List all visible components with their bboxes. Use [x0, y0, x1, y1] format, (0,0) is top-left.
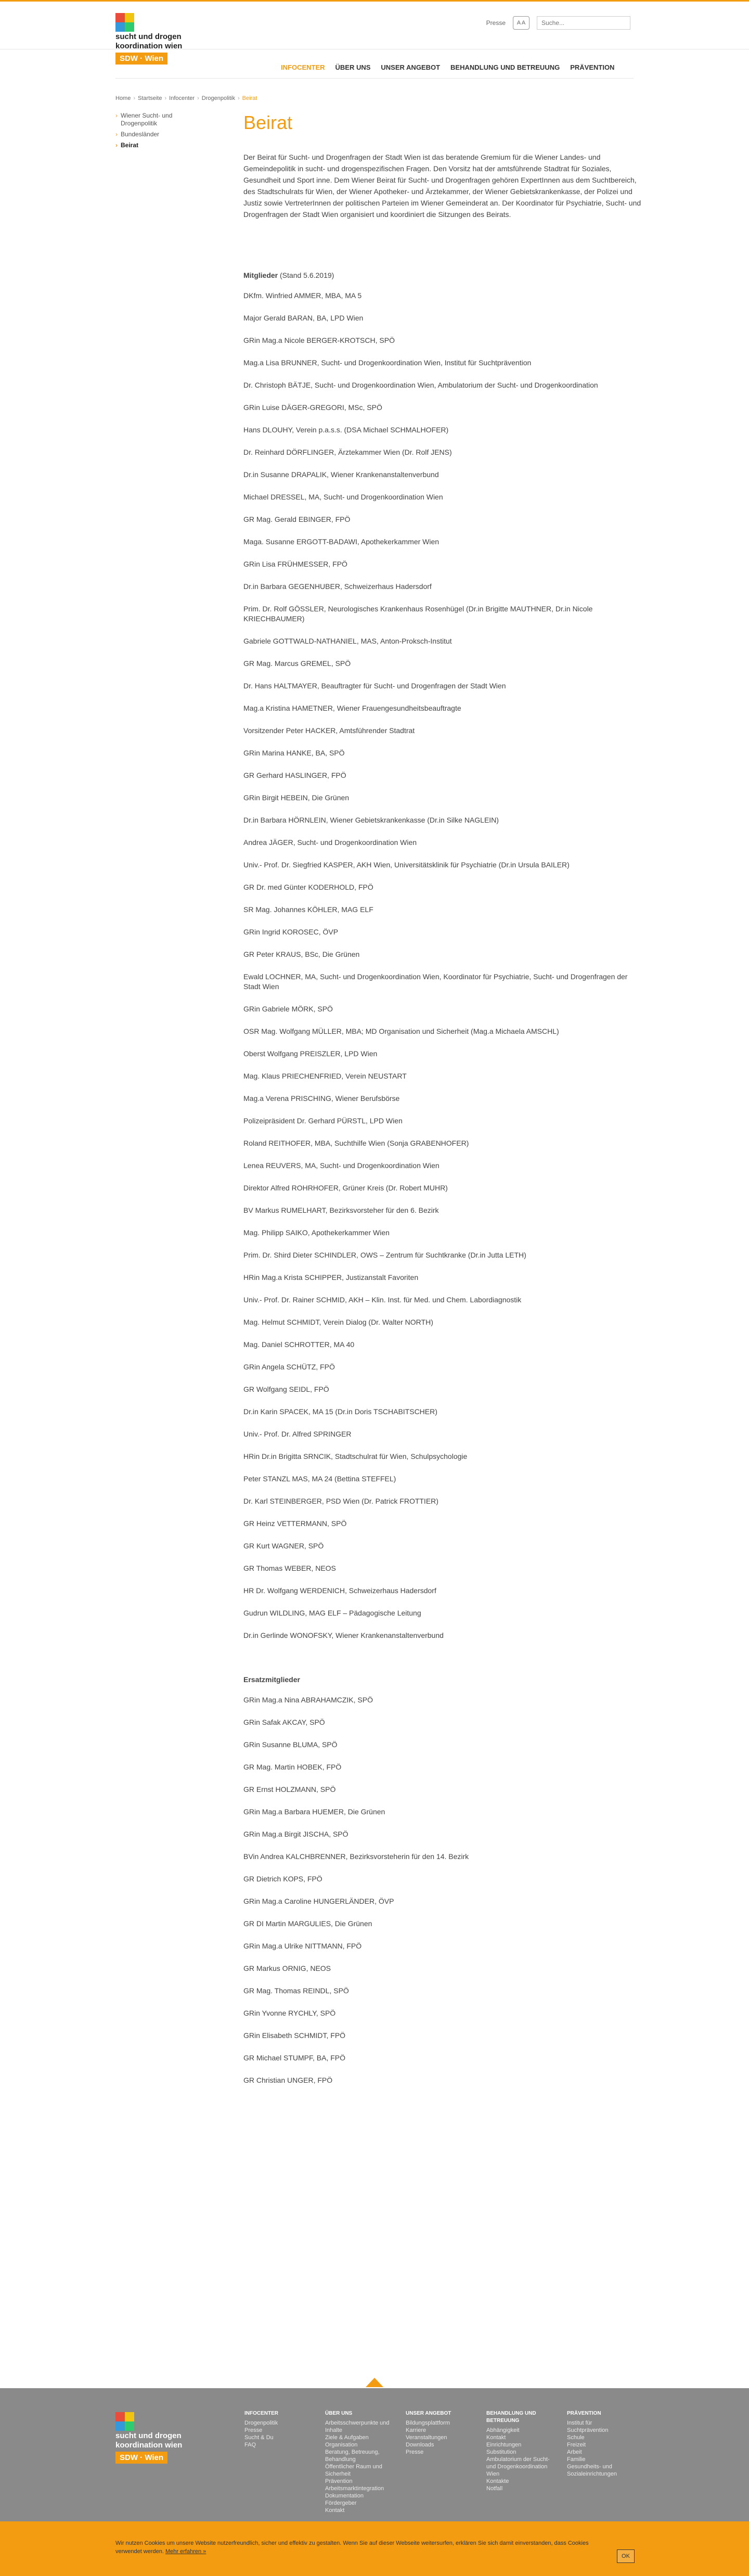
member-item: GR Dietrich KOPS, FPÖ [243, 1875, 322, 1883]
member-item: GRin Birgit HEBEIN, Die Grünen [243, 793, 350, 802]
site-logo[interactable] [115, 13, 183, 65]
member-item: GRin Angela SCHÜTZ, FPÖ [243, 1363, 335, 1371]
cookie-banner [0, 2521, 749, 2576]
footer-link[interactable]: FAQ [244, 2442, 256, 2448]
member-item: GR Mag. Martin HOBEK, FPÖ [243, 1763, 342, 1771]
member-item: GRin Yvonne RYCHLY, SPÖ [243, 2009, 336, 2017]
nav-behandlung[interactable]: BEHANDLUNG UND BETREUUNG [450, 63, 560, 71]
member-item: Ewald LOCHNER, MA, Sucht- und Drogenkoordination Wien, Koordinator für Psychiatrie, Sucht- und Drogenfragen der Stadt Wien [243, 972, 628, 991]
member-item: GRin Luise DÄGER-GREGORI, MSc, SPÖ [243, 403, 382, 412]
main-nav [281, 61, 614, 73]
footer-link[interactable]: Veranstaltungen [406, 2434, 447, 2441]
member-item: GR Kurt WAGNER, SPÖ [243, 1542, 324, 1550]
footer-link[interactable]: Bildungsplattform [406, 2420, 450, 2426]
member-item: BV Markus RUMELHART, Bezirksvorsteher für den 6. Bezirk [243, 1206, 439, 1214]
sidebar-nav [115, 112, 193, 152]
breadcrumb-separator: › [164, 95, 167, 101]
footer-logo[interactable] [115, 2412, 183, 2464]
bullet-icon: › [115, 131, 118, 138]
nav-infocenter[interactable]: INFOCENTER [281, 63, 325, 71]
breadcrumb-current: Beirat [242, 95, 257, 101]
member-item: GR Gerhard HASLINGER, FPÖ [243, 771, 346, 779]
footer-link[interactable]: Prävention [325, 2478, 353, 2484]
sidebar-item-label: Bundesländer [121, 131, 160, 138]
member-item: Polizeipräsident Dr. Gerhard PÜRSTL, LPD Wien [243, 1117, 403, 1125]
footer-logo-line1: sucht und drogen [115, 2431, 182, 2440]
member-item: Gabriele GOTTWALD-NATHANIEL, MAS, Anton-Proksch-Institut [243, 637, 452, 645]
footer-link[interactable]: Arbeitsschwerpunkte und Inhalte [325, 2420, 390, 2433]
footer-link[interactable]: Sucht & Du [244, 2434, 274, 2441]
breadcrumb-separator: › [197, 95, 199, 101]
bullet-icon: › [115, 112, 118, 119]
nav-ueber-uns[interactable]: ÜBER UNS [335, 63, 371, 71]
footer-link[interactable]: Abhängigkeit [486, 2427, 520, 2433]
search-input[interactable] [537, 16, 630, 30]
member-item: Andrea JÄGER, Sucht- und Drogenkoordination Wien [243, 838, 417, 847]
footer-link[interactable]: Notfall [486, 2485, 503, 2492]
member-item: Mag.a Kristina HAMETNER, Wiener Frauengesundheitsbeauftragte [243, 704, 461, 712]
member-item: GRin Ingrid KOROSEC, ÖVP [243, 928, 339, 936]
member-item: Mag. Klaus PRIECHENFRIED, Verein NEUSTART [243, 1072, 407, 1080]
member-item: BVin Andrea KALCHBRENNER, Bezirksvorsteherin für den 14. Bezirk [243, 1852, 469, 1861]
breadcrumb [115, 95, 257, 101]
member-item: Dr.in Barbara GEGENHUBER, Schweizerhaus Hadersdorf [243, 582, 432, 591]
footer-column [325, 2410, 390, 2514]
footer-link[interactable]: Familie [567, 2456, 586, 2463]
sidebar-item-sucht-drogenpolitik[interactable] [115, 112, 193, 127]
ersatz-title: Ersatzmitglieder [243, 1675, 300, 1684]
sidebar-item-label: Wiener Sucht- und Drogenpolitik [121, 112, 173, 127]
footer-link[interactable]: Ziele & Aufgaben [325, 2434, 369, 2441]
site-header [0, 2, 749, 63]
member-item: Gudrun WILDLING, MAG ELF – Pädagogische Leitung [243, 1609, 421, 1617]
members-heading [243, 271, 644, 279]
footer-link[interactable]: Fördergeber [325, 2500, 357, 2506]
member-item: GRin Elisabeth SCHMIDT, FPÖ [243, 2031, 346, 2040]
member-item: Dr. Hans HALTMAYER, Beauftragter für Sucht- und Drogenfragen der Stadt Wien [243, 682, 506, 690]
footer-link[interactable]: Kontakt [486, 2434, 506, 2441]
logo-line1: sucht und drogen [115, 32, 182, 41]
members-date: (Stand 5.6.2019) [280, 271, 334, 279]
footer-link[interactable]: Institut für Suchtprävention [567, 2420, 609, 2433]
member-item: Univ.- Prof. Dr. Rainer SCHMID, AKH – Klin. Inst. für Med. und Chem. Labordiagnostik [243, 1296, 522, 1304]
member-item: HR Dr. Wolfgang WERDENICH, Schweizerhaus Hadersdorf [243, 1586, 436, 1595]
member-item: Michael DRESSEL, MA, Sucht- und Drogenkoordination Wien [243, 493, 443, 501]
logo-badge: SDW · Wien [115, 53, 167, 65]
footer-link[interactable]: Presse [406, 2449, 424, 2455]
member-item: Dr. Reinhard DÖRFLINGER, Ärztekammer Wien (Dr. Rolf JENS) [243, 448, 452, 456]
member-item: GR Wolfgang SEIDL, FPÖ [243, 1385, 329, 1393]
footer-link[interactable]: Ambulatorium der Sucht- und Drogenkoordination Wien [486, 2456, 550, 2477]
main-content [243, 112, 644, 2098]
footer-link[interactable]: Gesundheits- und Sozialeinrichtungen [567, 2464, 617, 2477]
member-item: Direktor Alfred ROHRHOFER, Grüner Kreis (Dr. Robert MUHR) [243, 1184, 448, 1192]
footer-link[interactable]: Beratung, Betreuung, Behandlung [325, 2449, 380, 2463]
footer-link[interactable]: Kontakte [486, 2478, 509, 2484]
member-item: GR Markus ORNIG, NEOS [243, 1964, 331, 1972]
footer-column [486, 2410, 551, 2514]
members-list [243, 291, 644, 1641]
member-item: Vorsitzender Peter HACKER, Amtsführender Stadtrat [243, 726, 415, 735]
logo-mark-icon [115, 2412, 134, 2431]
member-item: GRin Mag.a Caroline HUNGERLÄNDER, ÖVP [243, 1897, 394, 1905]
footer-link[interactable]: Einrichtungen [486, 2442, 522, 2448]
member-item: GRin Mag.a Nicole BERGER-KROTSCH, SPÖ [243, 336, 395, 344]
nav-divider [115, 78, 634, 79]
member-item: GR Mag. Thomas REINDL, SPÖ [243, 1987, 349, 1995]
footer-link[interactable]: Kontakt [325, 2507, 345, 2514]
member-item: OSR Mag. Wolfgang MÜLLER, MBA; MD Organisation und Sicherheit (Mag.a Michaela AMSCHL) [243, 1027, 559, 1035]
member-item: GR Ernst HOLZMANN, SPÖ [243, 1785, 336, 1793]
footer-column-heading[interactable]: BEHANDLUNG UND BETREUUNG [486, 2411, 536, 2424]
footer-link[interactable]: Karriere [406, 2427, 427, 2433]
footer-column-heading[interactable]: PRÄVENTION [567, 2411, 601, 2416]
member-item: Univ.- Prof. Dr. Alfred SPRINGER [243, 1430, 352, 1438]
footer-link[interactable]: Presse [244, 2427, 263, 2433]
footer-link[interactable]: Substitution [486, 2449, 516, 2455]
member-item: Major Gerald BARAN, BA, LPD Wien [243, 314, 364, 322]
member-item: Roland REITHOFER, MBA, Suchthilfe Wien (Sonja GRABENHOFER) [243, 1139, 469, 1147]
breadcrumb-drogenpolitik[interactable]: Drogenpolitik [201, 95, 235, 101]
member-item: GR Heinz VETTERMANN, SPÖ [243, 1519, 347, 1528]
member-item: DKfm. Winfried AMMER, MBA, MA 5 [243, 291, 362, 300]
member-item: GRin Gabriele MÖRK, SPÖ [243, 1005, 333, 1013]
members-title: Mitglieder [243, 271, 278, 279]
member-item: GRin Susanne BLUMA, SPÖ [243, 1740, 338, 1749]
sidebar-item-label: Beirat [121, 142, 139, 149]
member-item: Oberst Wolfgang PREISZLER, LPD Wien [243, 1049, 378, 1058]
cookie-text [115, 2539, 604, 2556]
member-item: GRin Mag.a Birgit JISCHA, SPÖ [243, 1830, 348, 1838]
footer-column [244, 2410, 309, 2514]
footer-link[interactable]: Schule [567, 2434, 585, 2441]
member-item: SR Mag. Johannes KÖHLER, MAG ELF [243, 905, 373, 914]
member-item: GR Mag. Gerald EBINGER, FPÖ [243, 515, 351, 523]
cookie-ok-button[interactable]: OK [617, 2549, 635, 2563]
intro-text: Der Beirat für Sucht- und Drogenfragen der Stadt Wien ist das beratende Gremium für die Wiener Landes- und Gemeindepolitik in sucht- und drogenspezifischen Fragen. Den Vorsitz hat der amtsführende Stadtrat für Soziales, Gesundheit und Sport inne. Dem Wiener Beirat für Sucht- und Drogenfragen gehören ExpertInnen aus dem Suchtbereich, des Stadtschulrats für Wien, der Wiener Apotheker- und Ärztekammer, der Wiener Gebietskrankenkasse, der Polizei und Justiz sowie VertreterInnen der politischen Parteien im Wiener Gemeinderat an. Der Koordinator für Psychiatrie, Sucht- und Drogenfragen der Stadt Wien organisiert und koordiniert die Sitzungen des Beirats. [243, 153, 641, 219]
footer-link[interactable]: Downloads [406, 2442, 434, 2448]
presse-link[interactable]: Presse [486, 19, 506, 27]
member-item: GRin Marina HANKE, BA, SPÖ [243, 749, 345, 757]
utility-nav [486, 16, 630, 30]
breadcrumb-home[interactable]: Home [115, 95, 131, 101]
breadcrumb-infocenter[interactable]: Infocenter [169, 95, 195, 101]
footer-link[interactable]: Öffentlicher Raum und Sicherheit [325, 2464, 382, 2477]
footer-columns [244, 2410, 632, 2514]
member-item: GRin Safak AKCAY, SPÖ [243, 1718, 325, 1726]
member-item: Dr.in Karin SPACEK, MA 15 (Dr.in Doris TSCHABITSCHER) [243, 1407, 437, 1416]
member-item: GR Mag. Marcus GREMEL, SPÖ [243, 659, 351, 668]
member-item: GRin Mag.a Ulrike NITTMANN, FPÖ [243, 1942, 362, 1950]
member-item: Prim. Dr. Shird Dieter SCHINDLER, OWS – Zentrum für Suchtkranke (Dr.in Jutta LETH) [243, 1251, 526, 1259]
member-item: Prim. Dr. Rolf GÖSSLER, Neurologisches Krankenhaus Rosenhügel (Dr.in Brigitte MAUTHNER, Dr.in Nicole KRIECHBAUMER) [243, 605, 593, 623]
member-item: GR Dr. med Günter KODERHOLD, FPÖ [243, 883, 373, 891]
bullet-icon: › [115, 142, 118, 149]
member-item: Maga. Susanne ERGOTT-BADAWI, Apothekerkammer Wien [243, 537, 440, 546]
sidebar-item-bundeslaender[interactable] [115, 131, 193, 138]
nav-praevention[interactable]: PRÄVENTION [570, 63, 615, 71]
footer-column-heading[interactable]: INFOCENTER [244, 2411, 278, 2416]
nav-unser-angebot[interactable]: UNSER ANGEBOT [381, 63, 441, 71]
footer-logo-line2: koordination wien [115, 2441, 183, 2450]
member-item: Mag. Daniel SCHROTTER, MA 40 [243, 1340, 355, 1349]
member-item: Univ.- Prof. Dr. Siegfried KASPER, AKH Wien, Universitätsklinik für Psychiatrie (Dr.in Ursula BAILER) [243, 861, 570, 869]
logo-line2: koordination wien [115, 42, 183, 50]
member-item: Mag. Philipp SAIKO, Apothekerkammer Wien [243, 1228, 390, 1237]
footer-link[interactable]: Freizeit [567, 2442, 586, 2448]
sidebar-item-beirat[interactable] [115, 142, 193, 149]
footer-link[interactable]: Arbeitsmarktintegration [325, 2485, 384, 2492]
cookie-more-link[interactable]: Mehr erfahren » [165, 2548, 206, 2555]
ersatz-list [243, 1695, 644, 2085]
footer-column [406, 2410, 471, 2514]
member-item: Dr. Christoph BÄTJE, Sucht- und Drogenkoordination Wien, Ambulatorium der Sucht- und Drogenkoordination [243, 381, 598, 389]
member-item: GR Michael STUMPF, BA, FPÖ [243, 2054, 346, 2062]
member-item: GRin Lisa FRÜHMESSER, FPÖ [243, 560, 347, 568]
member-item: Mag.a Verena PRISCHING, Wiener Berufsbörse [243, 1094, 400, 1103]
member-item: GR DI Martin MARGULIES, Die Grünen [243, 1919, 372, 1928]
cookie-message: Wir nutzen Cookies um unsere Website nutzerfreundlich, sicher und effektiv zu gestalten. Wenn Sie auf dieser Webseite weitersurfen, erklären Sie sich damit einverstanden, dass Cookies verwendet werden. [115, 2540, 589, 2555]
member-item: Hans DLOUHY, Verein p.a.s.s. (DSA Michael SCHMALHOFER) [243, 426, 449, 434]
member-item: Mag.a Lisa BRUNNER, Sucht- und Drogenkoordination Wien, Institut für Suchtprävention [243, 358, 532, 367]
page-title: Beirat [243, 112, 293, 133]
footer-column-heading[interactable]: UNSER ANGEBOT [406, 2411, 451, 2416]
member-item: Dr.in Gerlinde WONOFSKY, Wiener Krankenanstaltenverbund [243, 1631, 444, 1639]
footer-column-heading[interactable]: ÜBER UNS [325, 2411, 353, 2416]
accessibility-icon[interactable]: A A [513, 16, 530, 30]
member-item: Mag. Helmut SCHMIDT, Verein Dialog (Dr. Walter NORTH) [243, 1318, 433, 1326]
member-item: GR Peter KRAUS, BSc, Die Grünen [243, 950, 360, 958]
breadcrumb-startseite[interactable]: Startseite [138, 95, 162, 101]
member-item: GR Christian UNGER, FPÖ [243, 2076, 333, 2084]
member-item: Dr.in Barbara HÖRNLEIN, Wiener Gebietskrankenkasse (Dr.in Silke NAGLEIN) [243, 816, 499, 824]
footer-link[interactable]: Dokumentation [325, 2493, 364, 2499]
member-item: Peter STANZL MAS, MA 24 (Bettina STEFFEL) [243, 1475, 396, 1483]
logo-mark-icon [115, 13, 134, 32]
member-item: HRin Mag.a Krista SCHIPPER, Justizanstalt Favoriten [243, 1273, 419, 1281]
member-item: Dr. Karl STEINBERGER, PSD Wien (Dr. Patrick FROTTIER) [243, 1497, 438, 1505]
member-item: GR Thomas WEBER, NEOS [243, 1564, 336, 1572]
breadcrumb-separator: › [237, 95, 240, 101]
back-to-top-icon[interactable] [366, 2378, 383, 2393]
footer-link[interactable]: Drogenpolitik [244, 2420, 278, 2426]
footer-link[interactable]: Arbeit [567, 2449, 582, 2455]
footer-logo-badge: SDW · Wien [115, 2452, 167, 2464]
footer-column [567, 2410, 632, 2514]
member-item: GRin Mag.a Barbara HUEMER, Die Grünen [243, 1808, 385, 1816]
footer-link[interactable]: Organisation [325, 2442, 358, 2448]
member-item: HRin Dr.in Brigitta SRNCIK, Stadtschulrat für Wien, Schulpsychologie [243, 1452, 468, 1460]
member-item: Dr.in Susanne DRAPALIK, Wiener Krankenanstaltenverbund [243, 470, 439, 479]
member-item: GRin Mag.a Nina ABRAHAMCZIK, SPÖ [243, 1696, 373, 1704]
breadcrumb-separator: › [133, 95, 136, 101]
member-item: Lenea REUVERS, MA, Sucht- und Drogenkoordination Wien [243, 1161, 440, 1170]
